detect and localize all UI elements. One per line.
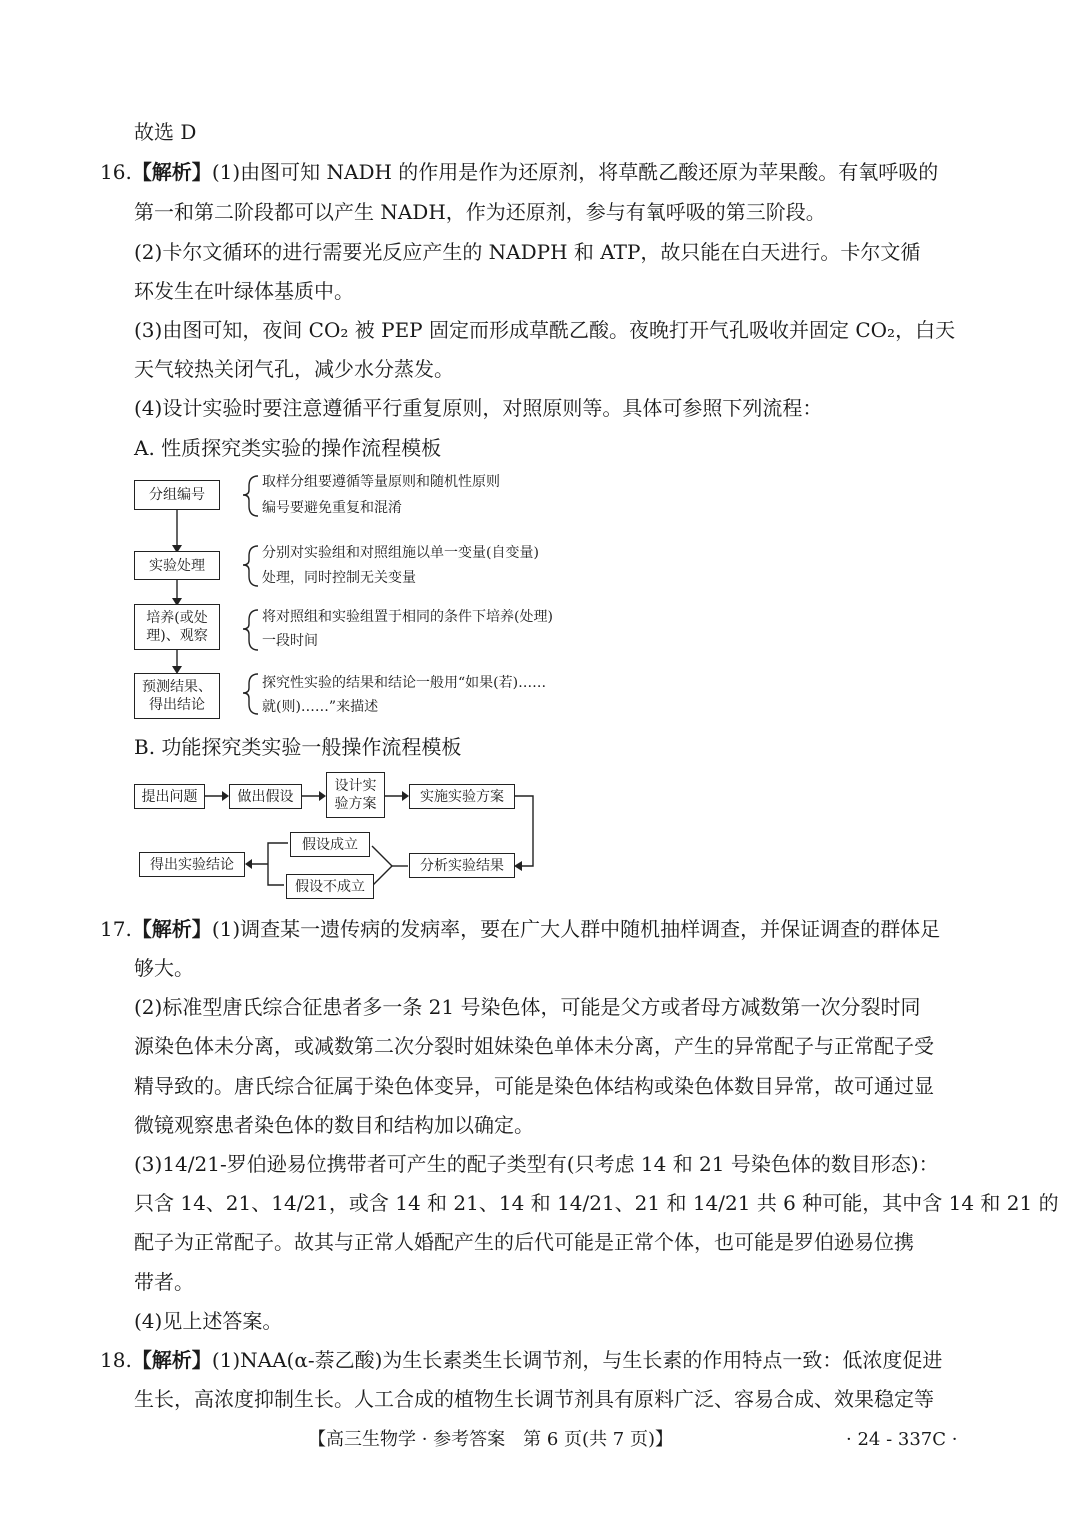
flow-b-fails: 假设不成立 bbox=[286, 874, 374, 899]
flow-a-note: 一段时间 bbox=[262, 633, 318, 649]
flow-b-conclude: 得出实验结论 bbox=[139, 852, 245, 877]
flow-b-holds: 假设成立 bbox=[290, 832, 370, 857]
question-number: 16. bbox=[100, 160, 132, 184]
flow-a-note: 取样分组要遵循等量原则和随机性原则 bbox=[262, 474, 500, 490]
analysis-tag: 【解析】 bbox=[131, 1348, 212, 1372]
flow-a-note: 将对照组和实验组置于相同的条件下培养(处理) bbox=[262, 609, 553, 625]
text-line: (2)卡尔文循环的进行需要光反应产生的 NADPH 和 ATP，故只能在白天进行。卡尔文循 bbox=[134, 240, 921, 264]
question-17-line bbox=[100, 915, 940, 943]
text-line: (1)由图可知 NADH 的作用是作为还原剂，将草酰乙酸还原为苹果酸。有氧呼吸的 bbox=[211, 160, 939, 184]
text-line: (4)设计实验时要注意遵循平行重复原则，对照原则等。具体可参照下列流程： bbox=[134, 396, 823, 420]
question-number: 17. bbox=[100, 917, 132, 941]
text-line: 精导致的。唐氏综合征属于染色体变异，可能是染色体结构或染色体数目异常，故可通过显 bbox=[134, 1074, 934, 1098]
text-line: (1)NAA(α-萘乙酸)为生长素类生长调节剂，与生长素的作用特点一致：低浓度促进 bbox=[211, 1348, 943, 1372]
text-line: (2)标准型唐氏综合征患者多一条 21 号染色体，可能是父方或者母方减数第一次分裂时同 bbox=[134, 995, 921, 1019]
text-line: 够大。 bbox=[134, 956, 194, 980]
flow-a-step-grouping: 分组编号 bbox=[134, 480, 220, 510]
flow-b-design: 设计实验方案 bbox=[326, 772, 385, 818]
flow-a-step-culture: 培养(或处理)、观察 bbox=[134, 604, 220, 650]
text-line: (3)14/21-罗伯逊易位携带者可产生的配子类型有(只考虑 14 和 21 号染色体的数目形态)： bbox=[134, 1152, 939, 1176]
text-line: 天气较热关闭气孔，减少水分蒸发。 bbox=[134, 357, 454, 381]
analysis-tag: 【解析】 bbox=[131, 917, 212, 941]
analysis-tag: 【解析】 bbox=[131, 160, 212, 184]
flow-b-implement: 实施实验方案 bbox=[409, 784, 515, 809]
text-line: (3)由图可知，夜间 CO₂ 被 PEP 固定而形成草酰乙酸。夜晚打开气孔吸收并固定 CO₂，白天 bbox=[134, 318, 956, 342]
question-number: 18. bbox=[100, 1348, 132, 1372]
page-footer-code: · 24 - 337C · bbox=[846, 1429, 958, 1450]
question-18-line bbox=[100, 1346, 942, 1374]
text-line: 故选 D bbox=[134, 120, 197, 144]
flow-a-note: 编号要避免重复和混淆 bbox=[262, 500, 402, 516]
text-line: 只含 14、21、14/21，或含 14 和 21、14 和 14/21、21 和 14/21 共 6 种可能，其中含 14 和 21 的 bbox=[134, 1191, 1059, 1215]
page-footer-title: 【高三生物学 · 参考答案 第 6 页(共 7 页)】 bbox=[308, 1429, 673, 1450]
text-line: 环发生在叶绿体基质中。 bbox=[134, 279, 354, 303]
text-line: 生长，高浓度抑制生长。人工合成的植物生长调节剂具有原料广泛、容易合成、效果稳定等 bbox=[134, 1387, 934, 1411]
text-line: 带者。 bbox=[134, 1270, 194, 1294]
flow-b-heading: B. 功能探究类实验一般操作流程模板 bbox=[134, 735, 462, 759]
flow-b-propose: 提出问题 bbox=[134, 784, 205, 809]
text-line: 微镜观察患者染色体的数目和结构加以确定。 bbox=[134, 1113, 534, 1137]
text-line: (4)见上述答案。 bbox=[134, 1309, 283, 1333]
text-line: 配子为正常配子。故其与正常人婚配产生的后代可能是正常个体，也可能是罗伯逊易位携 bbox=[134, 1230, 914, 1254]
text-line: 源染色体未分离，或减数第二次分裂时姐妹染色单体未分离，产生的异常配子与正常配子受 bbox=[134, 1034, 934, 1058]
text-line: (1)调查某一遗传病的发病率，要在广大人群中随机抽样调查，并保证调查的群体足 bbox=[211, 917, 941, 941]
text-line: 第一和第二阶段都可以产生 NADH，作为还原剂，参与有氧呼吸的第三阶段。 bbox=[134, 200, 826, 224]
flow-a-note: 分别对实验组和对照组施以单一变量(自变量) bbox=[262, 545, 539, 561]
flow-a-note: 探究性实验的结果和结论一般用“如果(若)…… bbox=[262, 675, 547, 691]
flow-b-analyze: 分析实验结果 bbox=[409, 853, 515, 878]
flow-a-step-predict: 预测结果、得出结论 bbox=[134, 673, 220, 719]
flow-b-hypothesis: 做出假设 bbox=[229, 784, 302, 809]
flow-a-step-treatment: 实验处理 bbox=[134, 551, 220, 580]
flow-a-note: 就(则)……”来描述 bbox=[262, 699, 379, 715]
flow-a-note: 处理，同时控制无关变量 bbox=[262, 570, 416, 586]
flow-a-heading: A. 性质探究类实验的操作流程模板 bbox=[134, 436, 442, 460]
